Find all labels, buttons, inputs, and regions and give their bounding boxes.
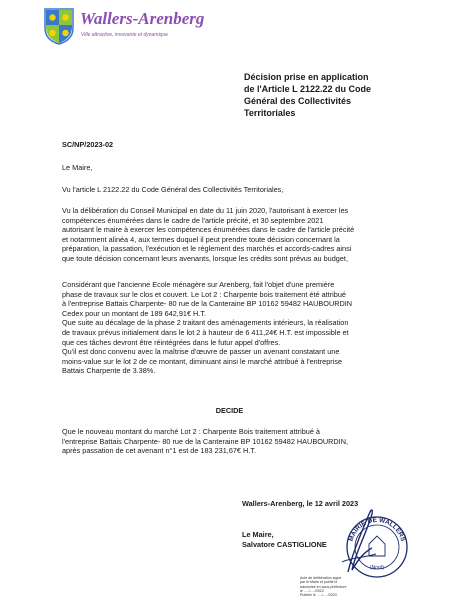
considerant-paragraph [62,280,397,376]
footer-line: le ...../...../2023 [300,588,324,593]
text-line: à l'entreprise Battais Charpente- 80 rue de la Canteraine BP 10162 59482 HAUBOURDIN [62,299,353,309]
text-line: que ces tâches devront être réintégrées dans le futur appel d'offres. [62,337,281,347]
signatory-title: Le Maire, [242,530,274,539]
footer-line: transmise en sous-préfecture [300,584,347,589]
text-line: que toute décision concernant leurs avenants, lorsque les crédits sont prévus au budget, [62,253,348,263]
stamp-text: MAIRIE DE WALLERS [347,516,407,543]
text-line: l'entreprise Battais Charpente- 80 rue de la Canteraine BP 10162 59482 HAUBOURDIN, [62,436,348,446]
text-line: après passation de cet avenant n°1 est de 183 231,67€ H.T. [62,446,256,456]
deliberation-paragraph [62,206,397,264]
header-line-2: de l'Article L 2122.22 du Code [244,84,372,94]
signatory-name: Salvatore CASTIGLIONE [242,540,327,549]
header-line-3: Général des Collectivités [244,96,352,106]
reference-number: SC/NP/2023-02 [62,140,114,149]
text-line: moins-value sur le lot 2 de ce montant, diminuant ainsi le marché attribué à l'entreprise [62,356,343,366]
text-line: de travaux prévus initialement dans le lot 2 à hauteur de 6 411,24€ H.T. est impossible et [62,327,349,337]
text-line: Cedex pour un montant de 189 642,91€ H.T. [62,308,207,318]
text-line: Que suite au décalage de la phase 2 traitant des aménagements intérieurs, la réalisation [62,318,349,328]
text-line: Battais Charpente de 3.38%. [62,366,156,376]
text-line: Qu'il est donc convenu avec la maîtrise d'œuvre de passer un avenant constatant une [62,347,340,357]
mairie-stamp-icon [344,514,410,580]
vu-article: Vu l'article L 2122.22 du Code Général des Collectivités Territoriales, [62,185,284,194]
footer-line: Publiée le ...../...../2023 [300,593,337,598]
text-line: phase de travaux sur le clos et couvert. Le Lot 2 : Charpente bois traitement été attribué [62,289,346,299]
footer-line: Acte de délibération signé [300,576,342,580]
text-line: autorisant le maire à exercer les compétences énumérées dans le cadre de l'article précité [62,225,355,235]
text-line: compétences énumérées dans le cadre de l'article précité, et 30 septembre 2021 [62,215,324,225]
place-date: Wallers-Arenberg, le 12 avril 2023 [242,499,359,508]
footer-line: par le Maire et publié le [300,580,338,585]
salutation: Le Maire, [62,163,93,172]
text-line: et notamment alinéa 4, aux termes duquel il peut prendre toute décision concernant la [62,234,340,244]
decision-header [244,71,414,119]
footer-annotation [300,576,347,597]
city-logo-icon [42,6,76,46]
text-line: Que le nouveau montant du marché Lot 2 : Charpente Bois traitement attribué à [62,427,320,436]
logo-tagline: Ville attractive, innovante et dynamique [81,32,168,38]
stamp-sub: (Nord) [369,565,385,571]
text-line: Considérant que l'ancienne Ecole ménagère sur Arenberg, fait l'objet d'une première [62,280,335,289]
text-line: préparation, la passation, l'exécution et le règlement des marchés et accords-cadres ainsi [62,244,352,254]
text-line: Vu la délibération du Conseil Municipal en date du 11 juin 2020, l'autorisant à exercer les [62,206,349,215]
logo-name: Wallers-Arenberg [80,9,205,28]
header-line-1: Décision prise en application [244,72,369,82]
decide-heading: DECIDE [215,406,244,415]
header-line-4: Territoriales [244,108,296,118]
decision-paragraph [62,427,397,456]
